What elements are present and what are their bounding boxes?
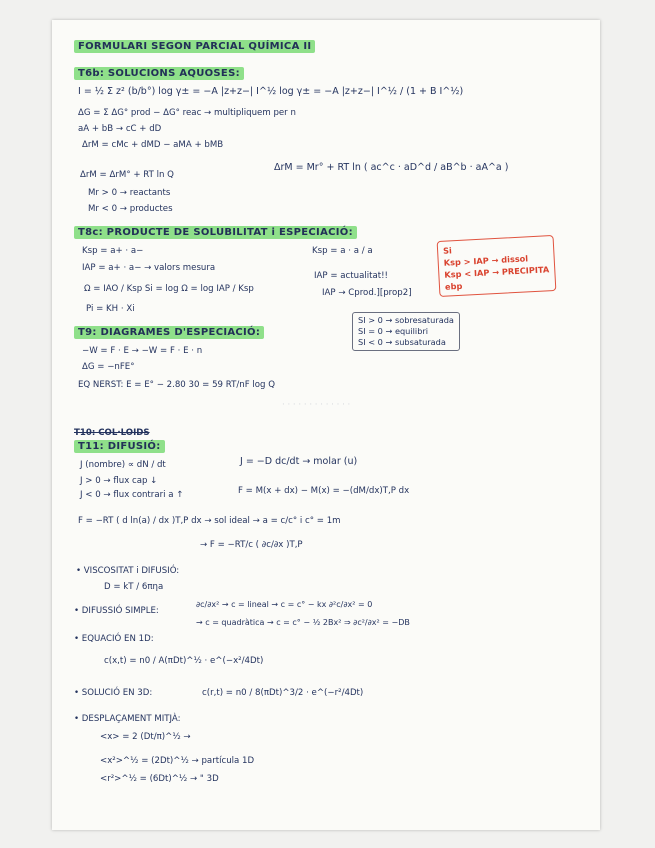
- t6-line: I = ½ Σ z² (b/b°) log γ± = −A |z+z−| I^½ log γ± = −A |z+z−| I^½ / (1 + B I^½): [78, 86, 464, 97]
- red-note-line: ebp: [444, 280, 463, 292]
- t11-line: <x²>^½ = (2Dt)^½ → partícula 1D: [100, 756, 255, 766]
- t11-line: F = −RT ( d ln(a) / dx )T,P dx → sol ideal → a = c/c° i c° = 1m: [78, 516, 341, 526]
- red-note-line: Ksp < IAP → PRECIPITA: [444, 264, 550, 280]
- t11-line: J > 0 → flux cap ↓: [80, 476, 158, 486]
- t11-line: • EQUACIÓ EN 1D:: [74, 634, 154, 644]
- t11-right-line: J = −D dc/dt → molar (u): [240, 456, 358, 467]
- t6-line: ΔrM = cMc + dMD − aMA + bMB: [82, 140, 224, 150]
- red-note-line: Si: [442, 245, 453, 256]
- t11-right-line: F = M(x + dx) − M(x) = −(dM/dx)T,P dx: [238, 486, 410, 496]
- t11-line: → F = −RT/c ( ∂c/∂x )T,P: [200, 540, 303, 550]
- t11-line: c(x,t) = n0 / A(πDt)^½ · e^(−x²/4Dt): [104, 656, 264, 666]
- section-header-t10: T10: COL·LOIDS: [74, 428, 150, 438]
- t11-line: • SOLUCIÓ EN 3D:: [74, 688, 153, 698]
- t6-line: aA + bB → cC + dD: [78, 124, 162, 134]
- t6-right-formula: ΔrM = Mr° + RT ln ( ac^c · aD^d / aB^b · aA^a ): [274, 162, 509, 173]
- red-note-line: Ksp > IAP → dissol: [443, 253, 529, 268]
- t6-line: ΔrM = ΔrM° + RT ln Q: [80, 170, 174, 180]
- t11-line: J < 0 → flux contrari a ↑: [80, 490, 184, 500]
- section-header-t11: T11: DIFUSIÓ:: [74, 440, 165, 453]
- t11-line: • DIFUSSIÓ SIMPLE:: [74, 606, 159, 616]
- t8-line: Ksp = a+ · a−: [82, 246, 144, 256]
- t6-line: Mr > 0 → reactants: [88, 188, 171, 198]
- t11-right-line: → c = quadràtica → c = c° − ½ 2Bx² ⇒ ∂c²/∂x² = −DB: [196, 618, 410, 627]
- t8-right-line: IAP → Cprod.][prop2]: [322, 288, 412, 298]
- t11-line: c(r,t) = n0 / 8(πDt)^3/2 · e^(−r²/4Dt): [202, 688, 364, 698]
- page-title: FORMULARI SEGON PARCIAL QUÍMICA II: [74, 40, 315, 53]
- bleed-through-text: · · · · · · · · · · · · ·: [282, 400, 351, 410]
- t9-line: ΔG = −nFE°: [82, 362, 135, 372]
- t9-line: −W = F · E → −W = F · E · n: [82, 346, 203, 356]
- saturation-line: SI = 0 → equilibri: [358, 326, 429, 336]
- t8-line: Ω = IAO / Ksp Si = log Ω = log IAP / Ksp: [84, 284, 254, 294]
- saturation-box: [352, 312, 460, 351]
- t11-line: <x> = 2 (Dt/π)^½ →: [100, 732, 191, 742]
- t8-right-line: Ksp = a · a / a: [312, 246, 373, 256]
- t11-line: D = kT / 6πηa: [104, 582, 164, 592]
- saturation-line: SI > 0 → sobresaturada: [358, 315, 454, 325]
- t8-line: IAP = a+ · a− → valors mesura: [82, 263, 216, 273]
- t8-line: Pi = KH · Xi: [86, 304, 135, 314]
- ksp-iap-note: [437, 235, 557, 297]
- section-header-t6: T6b: SOLUCIONS AQUOSES:: [74, 67, 244, 80]
- section-header-t9: T9: DIAGRAMES D'ESPECIACIÓ:: [74, 326, 264, 339]
- t11-right-line: ∂c/∂x² → c = lineal → c = c° − kx ∂²c/∂x² = 0: [196, 600, 373, 609]
- section-header-t8: T8c: PRODUCTE DE SOLUBILITAT i ESPECIACIÓ:: [74, 226, 357, 239]
- t11-line: • VISCOSITAT i DIFUSIÓ:: [76, 566, 180, 576]
- t11-line: J (nombre) ∝ dN / dt: [80, 460, 166, 470]
- t9-line: EQ NERST: E = E° − 2.80 30 = 59 RT/nF log Q: [78, 380, 275, 390]
- t8-right-line: IAP = actualitat!!: [314, 271, 389, 281]
- t6-line: ΔG = Σ ΔG° prod − ΔG° reac → multipliquem per n: [78, 108, 296, 118]
- t11-line: <r²>^½ = (6Dt)^½ → " 3D: [100, 774, 219, 784]
- formula-sheet: [52, 20, 600, 830]
- t6-line: Mr < 0 → productes: [88, 204, 173, 214]
- t11-line: • DESPLAÇAMENT MITJÀ:: [74, 714, 181, 724]
- saturation-line: SI < 0 → subsaturada: [358, 337, 446, 347]
